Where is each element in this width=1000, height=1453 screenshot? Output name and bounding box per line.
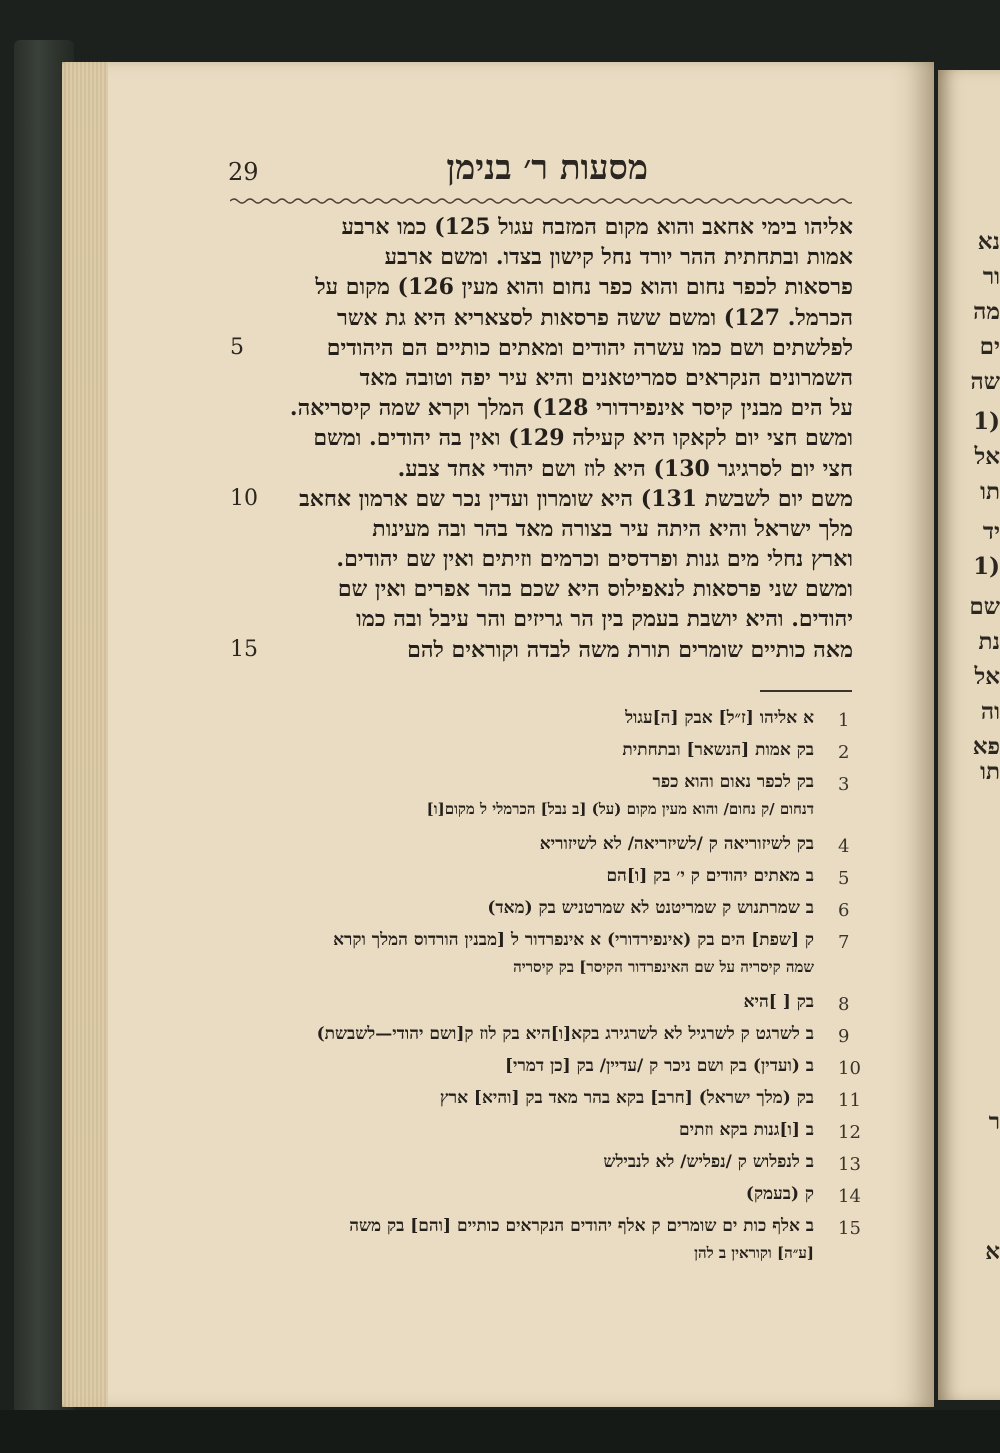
apparatus-entry [230,740,864,772]
apparatus-line-number: 13 [838,1154,861,1175]
text-line: הכרמל. 127) ומשם ששה פרסאות לסצאריא היא גת אשר [337,304,853,331]
page-stack-edge [62,62,108,1407]
apparatus-line-number: 3 [838,774,850,795]
apparatus-entry [230,834,864,866]
facing-page-fragment: שם [969,593,1000,620]
text-line: מאה כותיים שומרים תורת משה לבדה וקוראים להם [407,636,853,663]
text-line: ומשם חצי יום לקאקו היא קעילה 129) ואין בה יהודים. ומשם [313,425,853,452]
facing-page-fragment: (1 [973,408,1000,435]
running-title: מסעות ר׳ בנימן [446,148,648,188]
apparatus-text: ב (ועדין) בק ושם ניכר ק /עדיין/ בק [כן דמרי] [504,1056,814,1076]
apparatus-text: בק לכפר נאום והוא כפר [652,772,814,792]
apparatus-line-number: 2 [838,742,850,763]
apparatus-line-number: 11 [838,1090,861,1111]
apparatus-text: ב לשרגט ק לשרגיל לא לשרגירג בקא[ו]היא בק לוז ק[ושם יהודי—לשבשת) [316,1024,814,1044]
text-line: יהודים. והיא יושבת בעמק בין הר גריזים והר עיבל ובה כמו [356,606,853,633]
apparatus-line-number: 12 [838,1122,861,1143]
facing-page-fragment: יד [982,518,1000,545]
apparatus-text: ב אלף כות ים שומרים ק אלף יהודים הנקראים כותיים [והם] בק משה [349,1216,814,1236]
apparatus-continuation: דנחום /ק נחום/ והוא מעין מקום (על) [ב נבל] הכרמלי ל מקום[ו] [426,800,814,818]
page-header [228,148,858,198]
apparatus-text: ב [ו]גנות בקא וזתים [679,1120,814,1140]
line-marker: 10 [230,485,258,511]
apparatus-entry [230,772,864,818]
apparatus-entry [230,898,864,930]
apparatus-line-number: 9 [838,1026,850,1047]
text-line: וארץ נחלי מים גנות ופרדסים וכרמים וזיתים ואין שם יהודים. [336,546,853,573]
apparatus-rule [760,690,852,692]
text-line: אמות ובתחתית ההר יורד נחל קישון בצדו. ומשם ארבע [384,244,853,271]
apparatus-text: בק אמות [הנשאר] ובתחתית [622,740,814,760]
text-line: פרסאות לכפר נחום והוא כפר נחום והוא מעין 126) מקום על [315,274,853,301]
facing-page-fragment: (1 [973,553,1000,580]
apparatus-entry [230,992,864,1024]
apparatus-text: בק לשיזוריאה ק /לשיזריאה/ לא לשיזוריא [539,834,814,854]
facing-page-fragment: שה [970,368,1000,395]
apparatus-entry [230,1056,864,1088]
facing-page-fragment: א [985,1238,1000,1265]
apparatus-entry [230,1216,864,1262]
apparatus-line-number: 5 [838,868,850,889]
apparatus-line-number: 14 [838,1186,861,1207]
apparatus-text: בק [ ]היא [743,992,814,1012]
apparatus-text: ב שמרתנוש ק שמריטנט לא שמרטניש בק (מאד) [487,898,814,918]
apparatus-entry [230,1184,864,1216]
text-line: לפלשתים ושם כמו עשרה יהודים ומאתים כותיים הם היהודים [326,334,853,361]
apparatus-entry [230,1024,864,1056]
apparatus-entry [230,1152,864,1184]
apparatus-text: א אליהו [ז״ל] אבק [ה]עגול [625,708,814,728]
facing-page-fragment: תו [980,758,1000,785]
line-marker: 15 [230,636,258,662]
apparatus-text: בק (מלך ישראל) [חרב] בקא בהר מאד בק [והיא] ארץ [439,1088,814,1108]
apparatus-line-number: 6 [838,900,850,921]
header-wavy-rule [230,196,852,206]
apparatus-line-number: 15 [838,1218,861,1239]
background-bottom [0,1410,1000,1453]
apparatus-text: ק [שפת] הים בק (אינפירדורי) א אינפרדור ל [מבנין הורדוס המלך וקרא [333,930,814,950]
facing-page-fragment: נא [977,228,1000,255]
apparatus-line-number: 10 [838,1058,861,1079]
apparatus-continuation: [ע״ה] וקוראין ב להן [694,1244,814,1262]
apparatus-entry [230,866,864,898]
facing-page-fragment: אל [974,663,1000,690]
apparatus-line-number: 8 [838,994,850,1015]
facing-page-fragment: ר [988,1108,1000,1135]
apparatus-line-number: 7 [838,932,850,953]
apparatus-entry [230,1088,864,1120]
line-marker: 5 [230,334,244,360]
text-line: השמרונים הנקראים סמריטאנים והיא עיר יפה וטובה מאד [359,364,853,391]
apparatus-line-number: 4 [838,836,850,857]
apparatus-entry [230,1120,864,1152]
facing-page-fragment: נת [978,628,1000,655]
facing-page-fragment: תו [980,478,1000,505]
text-line: משם יום לשבשת 131) היא שומרון ועדין נכר שם ארמון אחאב [299,485,853,512]
apparatus-entry [230,708,864,740]
apparatus-entry [230,930,864,976]
text-line: ומשם שני פרסאות לנאפילוס היא שכם בהר אפרים ואין שם [337,576,853,603]
text-line: מלך ישראל והיא היתה עיר בצורה מאד בהר ובה מעינות [372,515,853,542]
facing-page-fragment: וה [980,698,1000,725]
text-line: חצי יום לסרגיגר 130) היא לוז ושם יהודי אחד צבע. [397,455,853,482]
apparatus-text: ק (בעמק) [745,1184,814,1204]
facing-page-edge [938,70,1000,1400]
facing-page-fragment: אל [974,443,1000,470]
page-number: 29 [228,158,259,186]
facing-page-fragment: ור [982,263,1000,290]
text-line: על הים מבנין קיסר אינפירדורי 128) המלך וקרא שמה קיסריאה. [289,395,853,422]
facing-page-fragment: ים [979,333,1000,360]
apparatus-text: ב לנפלוש ק /נפליש/ לא לנבילש [603,1152,814,1172]
main-text [278,212,853,665]
facing-page-fragment: פא [972,733,1000,760]
facing-page-fragment: מה [973,298,1000,325]
apparatus-line-number: 1 [838,710,850,731]
apparatus-text: ב מאתים יהודים ק י׳ בק [ו]הם [606,866,814,886]
apparatus-continuation: שמה קיסריה על שם האינפרדור הקיסר] בק קיסריה [513,958,814,976]
text-line: אליהו בימי אחאב והוא מקום המזבח עגול 125) כמו ארבע [341,214,853,240]
